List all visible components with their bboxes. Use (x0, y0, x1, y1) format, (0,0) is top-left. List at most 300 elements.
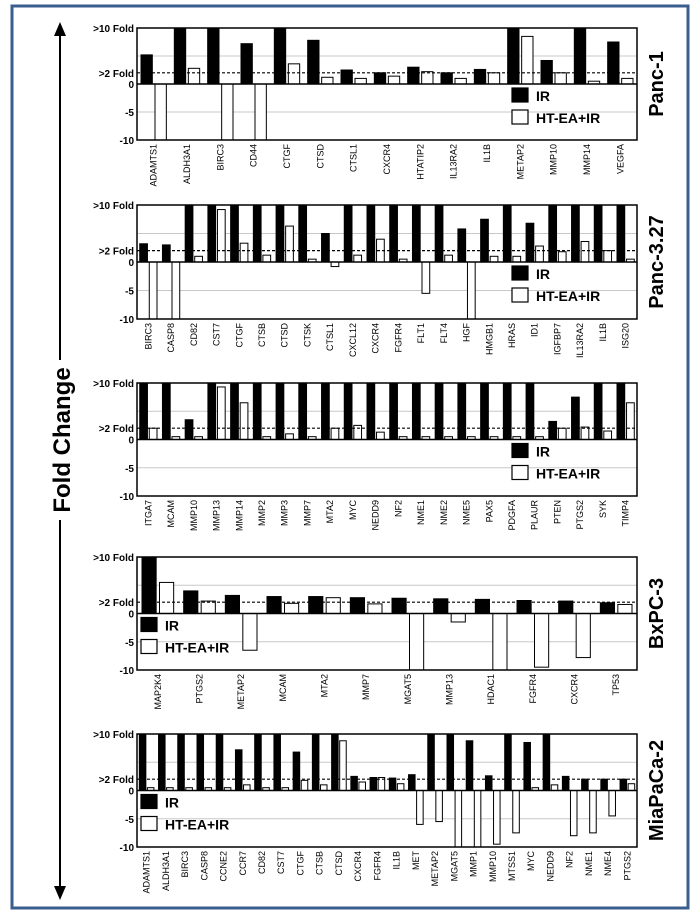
bar-ir (225, 595, 239, 613)
bar-ir (350, 598, 364, 614)
category-label: METAP2 (236, 674, 247, 710)
bar-ir (409, 775, 416, 791)
legend-swatch (141, 795, 157, 809)
bar-ht-ea-ir (320, 785, 327, 791)
category-label: NEDD9 (370, 500, 381, 531)
bar-ht-ea-ir (160, 582, 174, 613)
ytick-label: >2 Fold (98, 775, 134, 787)
category-label: MMP3 (279, 500, 290, 527)
panel-3 (93, 379, 637, 531)
ytick-label: -5 (125, 463, 134, 475)
bar-ht-ea-ir (263, 255, 271, 262)
legend-label: IR (536, 443, 550, 460)
category-label: IL1B (482, 144, 492, 163)
category-label: IL13RA2 (448, 144, 459, 180)
bar-ht-ea-ir (436, 791, 443, 822)
bar-ir (390, 383, 398, 440)
bar-ht-ea-ir (222, 84, 233, 140)
legend-swatch (141, 640, 157, 654)
bar-ir (508, 28, 519, 84)
category-label: BIRC3 (180, 851, 191, 878)
bar-ir (617, 383, 625, 440)
ytick-label: >10 Fold (93, 553, 134, 564)
bar-ir (549, 205, 557, 262)
bar-ht-ea-ir (536, 246, 544, 262)
category-label: CASP8 (199, 851, 210, 881)
category-label: HMGB1 (484, 323, 495, 356)
category-label: CXCR4 (382, 144, 392, 175)
category-label: MTA2 (319, 674, 330, 698)
category-label: PLAUR (529, 500, 540, 531)
category-label: MMP14 (582, 144, 592, 176)
bar-ht-ea-ir (535, 614, 549, 668)
legend-swatch (512, 466, 528, 480)
bar-ht-ea-ir (285, 603, 299, 613)
category-label: MMP13 (444, 674, 455, 706)
bar-ir (447, 734, 454, 791)
bar-ir (390, 205, 398, 262)
category-label: NME1 (416, 500, 427, 526)
ytick-label: 0 (128, 435, 134, 447)
category-label: MMP13 (211, 500, 222, 532)
bar-ir (231, 383, 239, 440)
bar-ir (241, 44, 252, 84)
bar-ht-ea-ir (255, 84, 266, 140)
bar-ht-ea-ir (576, 614, 590, 658)
ytick-label: -10 (119, 666, 134, 677)
category-label: MMP7 (361, 674, 372, 701)
bar-ht-ea-ir (513, 791, 520, 833)
panel-title: Panc-1 (646, 51, 668, 117)
bar-ir (505, 734, 512, 791)
bar-ir (184, 591, 198, 614)
bar-ir (543, 734, 550, 791)
bar-ir (174, 28, 185, 84)
bar-ht-ea-ir (555, 73, 566, 84)
bar-ir (141, 55, 152, 84)
bar-ir (255, 734, 262, 791)
panels (93, 24, 668, 894)
ytick-label: >10 Fold (93, 730, 134, 741)
bar-ir (299, 383, 307, 440)
bar-ir (389, 778, 396, 790)
bar-ir (162, 245, 170, 262)
category-label: MAP2K4 (152, 674, 163, 710)
category-label: MMP1 (468, 851, 479, 878)
bar-ir (367, 383, 375, 440)
category-label: FLT1 (416, 323, 427, 344)
bar-ir (253, 383, 261, 440)
category-label: MGAT5 (449, 851, 460, 882)
category-label: NME5 (461, 500, 472, 526)
category-label: IL1B (391, 851, 402, 870)
ytick-label: -10 (119, 843, 134, 854)
ytick-label: >10 Fold (93, 24, 134, 35)
category-label: MYC (526, 851, 537, 871)
panel-title: Panc-3.27 (646, 215, 668, 309)
bar-ir (594, 383, 602, 440)
bar-ir (322, 383, 330, 440)
bar-ht-ea-ir (286, 434, 294, 440)
bar-ht-ea-ir (217, 210, 225, 262)
bar-ht-ea-ir (322, 77, 333, 84)
category-label: CTSB (314, 851, 325, 876)
category-label: TP53 (611, 674, 622, 696)
yaxis-title: Fold Change (49, 367, 76, 513)
category-label: ALDH3A1 (160, 851, 171, 892)
bar-ht-ea-ir (590, 791, 597, 833)
category-label: NME1 (583, 851, 594, 877)
bar-ir (274, 28, 285, 84)
bar-ht-ea-ir (558, 428, 566, 439)
bar-ir (617, 205, 625, 262)
bar-ht-ea-ir (513, 256, 521, 262)
category-label: MCAM (166, 500, 177, 528)
arrow-down-icon (54, 886, 66, 900)
bar-ir (216, 734, 223, 791)
category-label: HGF (461, 323, 472, 342)
bar-ir (428, 734, 435, 791)
bar-ir (159, 734, 166, 791)
category-label: CCNE2 (218, 851, 229, 882)
bar-ir (309, 597, 323, 614)
category-label: IL1B (597, 323, 608, 342)
category-label: MMP7 (302, 500, 313, 527)
category-label: CTSL1 (348, 144, 359, 173)
bar-ht-ea-ir (493, 614, 507, 671)
category-label: MTSS1 (507, 851, 517, 882)
bar-ht-ea-ir (467, 262, 475, 319)
bar-ht-ea-ir (217, 387, 225, 440)
bar-ir (503, 383, 511, 440)
ytick-label: 0 (128, 80, 134, 91)
bar-ht-ea-ir (326, 598, 340, 614)
category-label: MMP2 (257, 500, 267, 527)
bar-ir (208, 383, 216, 440)
ytick-label: >2 Fold (98, 598, 134, 610)
bar-ht-ea-ir (422, 72, 433, 84)
bar-ht-ea-ir (172, 262, 180, 319)
bar-ht-ea-ir (627, 403, 635, 440)
category-label: PDGFA (507, 500, 517, 531)
bar-ir (142, 557, 156, 614)
figure-border (12, 6, 688, 908)
bar-ht-ea-ir (155, 84, 166, 140)
category-label: MMP10 (188, 500, 199, 532)
bar-ir (276, 205, 284, 262)
bar-ht-ea-ir (377, 432, 385, 439)
bar-ir (435, 205, 443, 262)
bar-ht-ea-ir (455, 791, 462, 848)
category-label: CD82 (257, 851, 267, 875)
bar-ht-ea-ir (354, 425, 362, 439)
bar-ir (582, 779, 589, 790)
category-label: MCAM (277, 674, 288, 702)
bar-ht-ea-ir (188, 68, 199, 84)
bar-ir (322, 234, 330, 263)
category-label: CD82 (188, 323, 199, 347)
category-label: NF2 (564, 851, 575, 869)
legend-swatch (141, 618, 157, 632)
bar-ht-ea-ir (451, 614, 465, 622)
bar-ht-ea-ir (455, 78, 466, 84)
category-label: ID1 (529, 323, 540, 338)
ytick-label: 0 (128, 786, 134, 798)
bar-ht-ea-ir (581, 241, 589, 262)
bar-ir (412, 383, 420, 440)
bar-ir (475, 599, 489, 613)
ytick-label: -10 (119, 492, 134, 503)
bar-ir (140, 383, 148, 440)
bar-ir (185, 205, 193, 262)
legend-swatch (512, 110, 528, 124)
bar-ir (549, 421, 557, 439)
bar-ht-ea-ir (494, 791, 501, 845)
bar-ir (474, 69, 485, 84)
category-label: BIRC3 (143, 323, 154, 350)
ytick-label: >2 Fold (98, 68, 134, 80)
bar-ht-ea-ir (368, 604, 382, 614)
legend-swatch (512, 88, 528, 102)
category-label: ADAMTS1 (141, 851, 152, 894)
category-label: IGFBP7 (552, 323, 563, 356)
bar-ht-ea-ir (558, 252, 566, 262)
bar-ir (299, 205, 307, 262)
legend-label: HT-EA+IR (165, 639, 230, 656)
category-label: IL13RA2 (575, 323, 586, 359)
bar-ir (344, 205, 352, 262)
category-label: CTSD (333, 851, 344, 876)
bar-ir (458, 383, 466, 440)
bar-ir (481, 219, 489, 262)
bar-ir (208, 28, 219, 84)
category-label: MMP10 (487, 851, 498, 883)
ytick-label: -10 (119, 136, 134, 147)
bar-ir (253, 205, 261, 262)
bar-ht-ea-ir (570, 791, 577, 836)
category-label: PTGS2 (194, 674, 205, 704)
legend-label: IR (165, 794, 179, 811)
category-label: NF2 (393, 500, 404, 518)
bar-ir (620, 779, 627, 790)
bar-ht-ea-ir (301, 780, 308, 790)
bar-ir (267, 597, 281, 614)
category-label: ADAMTS1 (148, 144, 159, 187)
bar-ht-ea-ir (240, 403, 248, 440)
bar-ht-ea-ir (149, 262, 157, 319)
legend-label: HT-EA+IR (536, 465, 601, 482)
category-label: CXCR4 (370, 323, 381, 354)
bar-ir (601, 779, 608, 790)
category-label: NME4 (603, 851, 614, 877)
bar-ir (351, 776, 358, 790)
ytick-label: >2 Fold (98, 424, 134, 436)
bar-ht-ea-ir (243, 614, 257, 651)
bar-ir (185, 420, 193, 440)
arrow-up-icon (54, 22, 66, 36)
bar-ht-ea-ir (340, 741, 347, 791)
bar-ir (608, 42, 619, 84)
legend-label: IR (536, 88, 550, 104)
category-label: MYC (347, 500, 358, 520)
category-label: NME2 (438, 500, 449, 526)
legend-label: IR (165, 617, 179, 634)
bar-ht-ea-ir (388, 76, 399, 84)
ytick-label: -5 (125, 814, 134, 826)
bar-ir (308, 40, 319, 84)
bar-ir (392, 598, 406, 613)
bar-ir (374, 73, 385, 84)
bar-ir (140, 244, 148, 262)
panel-4 (93, 553, 668, 710)
bar-ir (139, 734, 146, 791)
bar-ht-ea-ir (240, 243, 248, 262)
bar-ht-ea-ir (410, 614, 424, 671)
category-label: FGFR4 (527, 674, 538, 704)
category-label: ITGA7 (143, 500, 154, 527)
ytick-label: 0 (128, 609, 134, 621)
category-label: CCR7 (237, 851, 248, 876)
bar-ir (276, 383, 284, 440)
category-label: CXCR4 (353, 851, 364, 882)
legend-label: HT-EA+IR (536, 288, 601, 304)
legend-swatch (512, 266, 528, 280)
ytick-label: -10 (119, 315, 134, 326)
bar-ir (435, 383, 443, 440)
bar-ir (235, 750, 242, 791)
bar-ht-ea-ir (604, 431, 612, 439)
bar-ht-ea-ir (288, 64, 299, 84)
legend-label: HT-EA+IR (536, 110, 601, 126)
bar-ht-ea-ir (359, 782, 366, 790)
bar-ht-ea-ir (354, 255, 362, 262)
category-label: FGFR4 (393, 323, 404, 353)
category-label: FLT4 (438, 323, 449, 344)
bar-ir (503, 205, 511, 262)
category-label: ALDH3A1 (182, 144, 192, 185)
bar-ir (162, 383, 170, 440)
bar-ir (293, 752, 300, 790)
category-label: HDAC1 (486, 674, 497, 705)
bar-ht-ea-ir (445, 255, 453, 262)
category-label: METAP2 (430, 851, 441, 887)
panel-2 (93, 201, 668, 358)
bar-ir (332, 734, 339, 791)
ytick-label: 0 (128, 258, 134, 269)
bar-ir (197, 734, 204, 791)
category-label: CST7 (276, 851, 287, 875)
bar-ht-ea-ir (286, 226, 294, 262)
category-label: CTGF (282, 144, 292, 169)
legend-swatch (512, 444, 528, 458)
category-label: MMP10 (548, 144, 559, 176)
bar-ir (485, 776, 492, 791)
category-label: PTGS2 (622, 851, 633, 881)
bar-ht-ea-ir (604, 251, 612, 262)
bar-ht-ea-ir (622, 78, 633, 84)
category-label: CTGF (234, 323, 245, 348)
category-label: CD44 (248, 144, 259, 168)
panel-1 (93, 24, 668, 187)
category-label: SYK (597, 500, 608, 519)
bar-ir (178, 734, 185, 791)
bar-ht-ea-ir (628, 784, 635, 791)
category-label: HRAS (507, 323, 517, 349)
bar-ht-ea-ir (551, 785, 558, 791)
category-label: CXCL12 (347, 323, 358, 358)
bar-ir (481, 383, 489, 440)
bar-ir (208, 205, 216, 262)
category-label: CTSK (302, 323, 313, 348)
bar-ir (594, 205, 602, 262)
bar-ht-ea-ir (201, 601, 215, 613)
bar-ir (274, 734, 281, 791)
category-label: METAP2 (515, 144, 526, 180)
category-label: MMP14 (234, 500, 245, 532)
legend-swatch (512, 288, 528, 302)
ytick-label: -5 (125, 108, 134, 119)
bar-ir (526, 383, 534, 440)
bar-ht-ea-ir (618, 604, 632, 613)
bar-ht-ea-ir (609, 791, 616, 816)
legend-swatch (141, 817, 157, 831)
category-label: MET (410, 851, 421, 870)
category-label: ISG20 (620, 323, 631, 349)
bar-ir (344, 383, 352, 440)
bar-ht-ea-ir (331, 428, 339, 439)
bar-ir (572, 205, 580, 262)
ytick-label: -5 (125, 286, 134, 298)
bar-ht-ea-ir (195, 256, 203, 262)
bar-ht-ea-ir (581, 427, 589, 439)
ytick-label: -5 (125, 637, 134, 649)
panel-title: BxPC-3 (646, 577, 668, 650)
ytick-label: >2 Fold (98, 246, 134, 258)
bar-ht-ea-ir (522, 36, 533, 84)
category-label: CST7 (211, 323, 222, 347)
panel-title: MiaPaCa-2 (646, 739, 668, 842)
category-label: PTGS2 (575, 500, 586, 530)
category-label: PAX5 (484, 500, 495, 523)
fold-change-axis (38, 22, 82, 900)
category-label: CTSL1 (325, 323, 336, 352)
bar-ir (466, 741, 473, 791)
category-label: TIMP4 (620, 500, 631, 527)
bar-ir (524, 742, 531, 790)
category-label: PTEN (552, 500, 563, 525)
bar-ir (441, 73, 452, 84)
bar-ir (341, 70, 352, 84)
bar-ir (412, 205, 420, 262)
category-label: NEDD9 (545, 851, 556, 882)
category-label: MTA2 (325, 500, 336, 524)
bar-ir (367, 205, 375, 262)
ytick-label: >10 Fold (93, 201, 134, 212)
category-label: CTSD (279, 323, 290, 348)
bar-ht-ea-ir (149, 428, 157, 439)
bar-ir (572, 397, 580, 439)
bar-ht-ea-ir (490, 256, 498, 262)
bar-ht-ea-ir (422, 262, 430, 293)
category-label: MGAT5 (402, 674, 413, 705)
category-label: CASP8 (166, 323, 177, 353)
bar-ir (562, 776, 569, 790)
bar-ir (574, 28, 585, 84)
bar-ht-ea-ir (488, 73, 499, 84)
bar-ht-ea-ir (417, 791, 424, 825)
bar-ht-ea-ir (244, 785, 251, 791)
category-label: CTSD (315, 144, 326, 169)
